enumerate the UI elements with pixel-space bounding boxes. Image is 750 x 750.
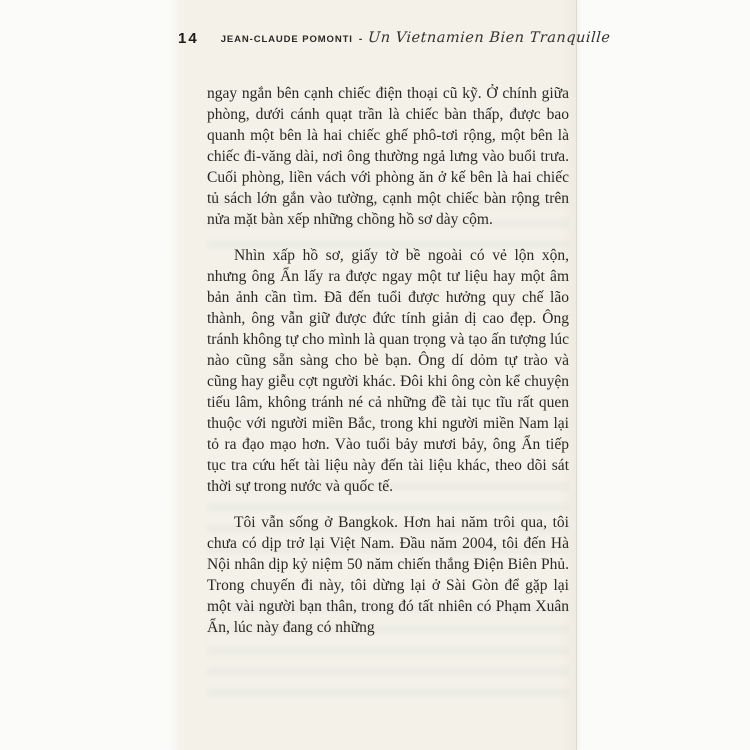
author-name: JEAN-CLAUDE POMONTI (220, 33, 353, 45)
page-number: 14 (178, 29, 199, 47)
book-page (170, 0, 612, 750)
paragraph: Nhìn xấp hồ sơ, giấy tờ bề ngoài có vẻ lộn xộn, nhưng ông Ẩn lấy ra được ngay một tư liệu hay một âm bản ảnh cần tìm. Đã đến tuổi được hưởng quy chế lão thành, ông vẫn giữ được đức tính giản dị cao đẹp. Ông tránh không tự cho mình là quan trọng và tạo ấn tượng lúc nào cũng sẵn sàng cho bè bạn. Ông dí dỏm tự trào và cũng hay giễu cợt người khác. Đôi khi ông còn kể chuyện tiếu lâm, không tránh né cả những đề tài tục tĩu rất quen thuộc với người miền Bắc, trong khi người miền Nam lại tỏ ra đạo mạo hơn. Vào tuổi bảy mươi bảy, ông Ẩn tiếp tục tra cứu hết tài liệu này đến tài liệu khác, theo dõi sát thời sự trong nước và quốc tế. (207, 247, 569, 495)
running-header (178, 26, 612, 50)
paragraph: ngay ngắn bên cạnh chiếc điện thoại cũ kỹ. Ở chính giữa phòng, dưới cánh quạt trần là chiếc bàn thấp, được bao quanh một bên là hai chiếc ghế phô-tơi rộng, một bên là chiếc đi-văng dài, nơi ông thường ngả lưng vào buổi trưa. Cuối phòng, liền vách với phòng ăn ở kế bên là hai chiếc tủ sách lớn gắn vào tường, cạnh một chiếc bàn rộng trên nửa mặt bàn xếp những chồng hồ sơ dày cộm. (207, 85, 569, 228)
book-title: Un Vietnamien Bien Tranquille (367, 30, 612, 46)
title-separator: - (358, 33, 363, 45)
paragraph: Tôi vẫn sống ở Bangkok. Hơn hai năm trôi qua, tôi chưa có dịp trở lại Việt Nam. Đầu năm 2004, tôi đến Hà Nội nhân dịp kỷ niệm 50 năm chiến thắng Điện Biên Phủ. Trong chuyến đi này, tôi dừng lại ở Sài Gòn để gặp lại một vài người bạn thân, trong đó tất nhiên có Phạm Xuân Ẩn, lúc này đang có những (207, 514, 569, 636)
body-text (207, 83, 569, 653)
